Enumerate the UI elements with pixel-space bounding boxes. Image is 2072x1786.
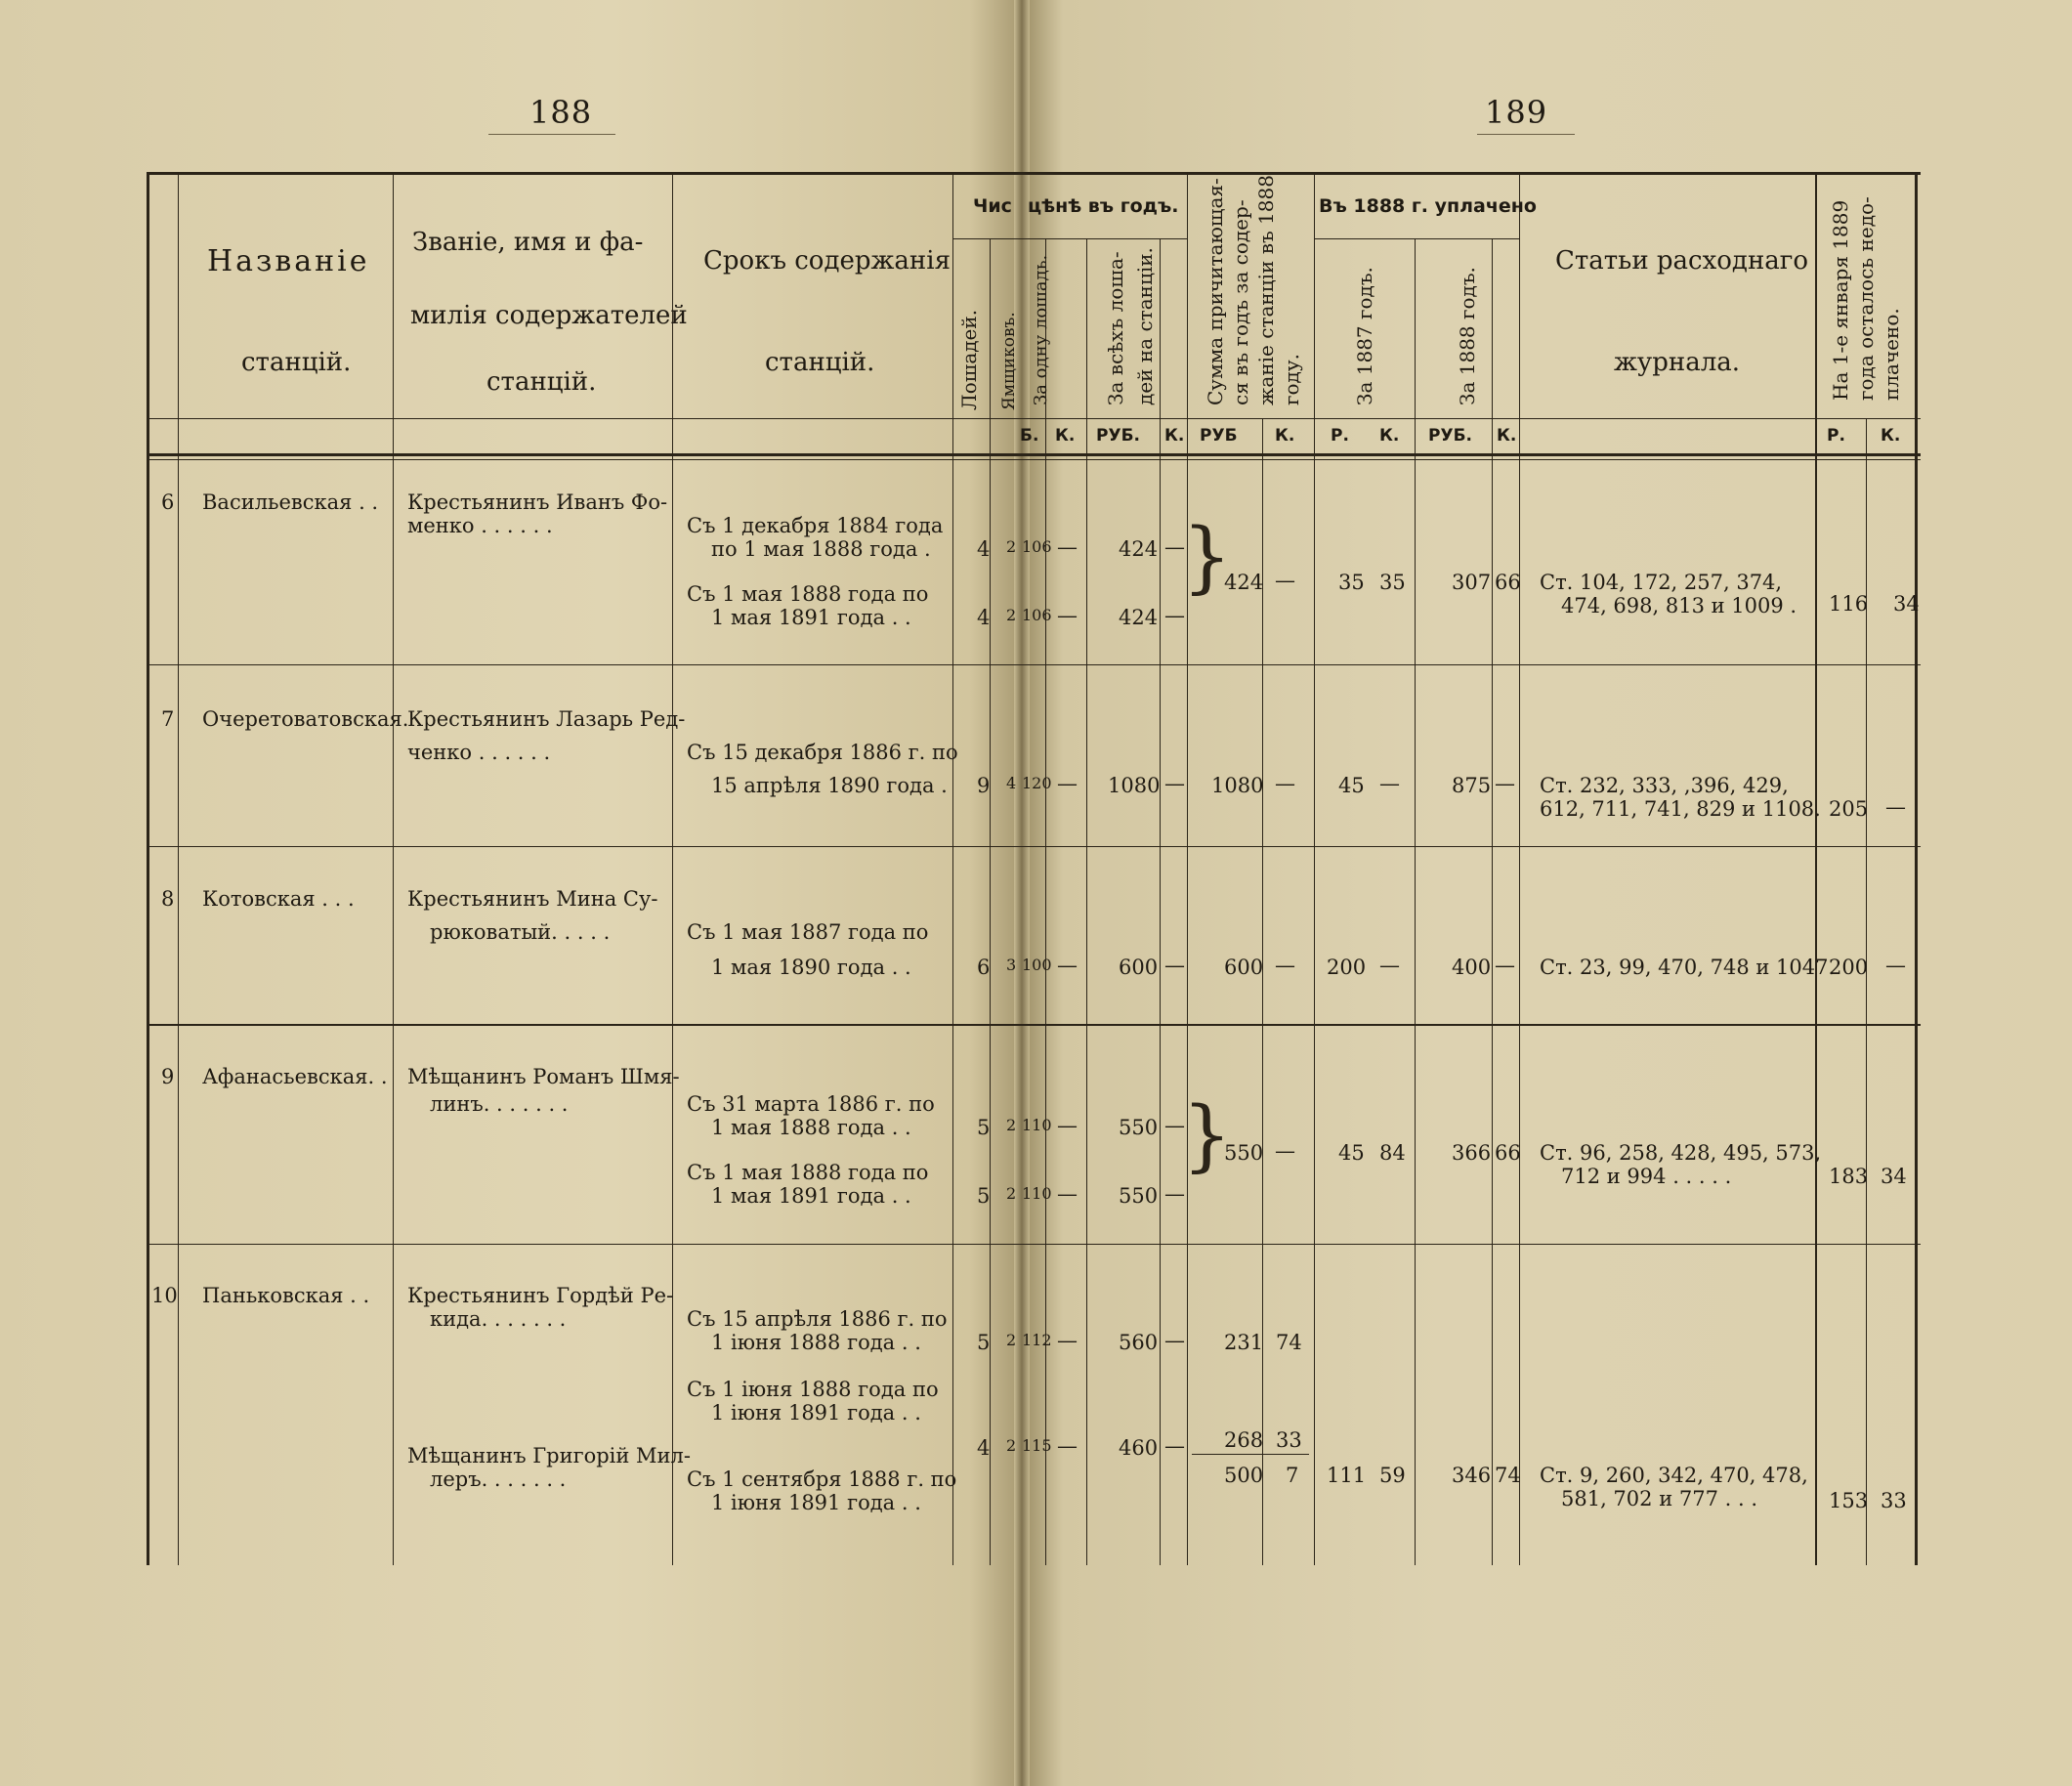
unpaid-amount: 183 bbox=[1829, 1165, 1869, 1188]
col-rule bbox=[178, 172, 179, 1565]
paid-1888-k: 74 bbox=[1495, 1464, 1521, 1487]
term: Съ 31 марта 1886 г. по bbox=[687, 1092, 935, 1116]
header-keeper: станцій. bbox=[486, 367, 597, 397]
header-sum: году. bbox=[1280, 354, 1303, 405]
header-bottom-rule bbox=[147, 459, 1921, 460]
term: Съ 1 мая 1888 года по bbox=[687, 1161, 929, 1184]
unit-label: Р. bbox=[1827, 426, 1845, 446]
header-rule bbox=[952, 238, 1187, 239]
row-number: 8 bbox=[161, 887, 175, 911]
price-all: 560 bbox=[1119, 1331, 1159, 1354]
page-number-left: 188 bbox=[529, 94, 593, 131]
journal-articles: Ст. 96, 258, 428, 495, 573, bbox=[1540, 1141, 1822, 1165]
paid-1887: 45 bbox=[1338, 1141, 1365, 1165]
price-per-horse: 110 bbox=[1022, 1184, 1052, 1203]
price-per-horse: 120 bbox=[1022, 774, 1052, 792]
keeper-name: кида. . . . . . . bbox=[430, 1307, 567, 1331]
unit-label: РУБ bbox=[1200, 426, 1238, 446]
paid-1888-k: 66 bbox=[1495, 1141, 1521, 1165]
col-rule bbox=[1415, 238, 1416, 1565]
price-per-horse-k: — bbox=[1057, 772, 1078, 795]
unpaid-amount-k: — bbox=[1885, 954, 1906, 977]
term: Съ 1 іюня 1888 года по bbox=[687, 1378, 939, 1401]
row-rule bbox=[147, 1024, 1921, 1026]
keeper-name: Крестьянинъ Иванъ Фо- bbox=[407, 490, 668, 514]
header-coachmen: Ямщиковъ. bbox=[999, 312, 1019, 410]
paid-1887: 111 bbox=[1327, 1464, 1367, 1487]
price-per-horse: 106 bbox=[1022, 537, 1052, 556]
coachmen-count: 2 bbox=[1006, 1331, 1017, 1349]
row-rule bbox=[147, 664, 1921, 665]
paid-1888: 400 bbox=[1452, 956, 1492, 979]
header-all-horses: дей на станціи. bbox=[1133, 247, 1157, 405]
term: Съ 1 сентября 1888 г. по bbox=[687, 1467, 957, 1491]
header-sum: ся въ годъ за содер- bbox=[1229, 199, 1252, 405]
coachmen-count: 2 bbox=[1006, 537, 1017, 556]
keeper-name: рюковатый. . . . . bbox=[430, 920, 611, 944]
sum-due-part-k: 74 bbox=[1276, 1331, 1302, 1354]
journal-articles: 612, 711, 741, 829 и 1108. bbox=[1540, 797, 1821, 821]
sum-due-k: — bbox=[1275, 772, 1295, 795]
price-all-k: — bbox=[1164, 604, 1185, 627]
price-all-k: — bbox=[1164, 1434, 1185, 1458]
term: 1 іюня 1891 года . . bbox=[711, 1491, 921, 1514]
header-for-1888: За 1888 годъ. bbox=[1456, 267, 1479, 405]
term: Съ 1 декабря 1884 года bbox=[687, 514, 944, 537]
brace: } bbox=[1182, 1089, 1232, 1180]
unpaid-amount-k: — bbox=[1885, 795, 1906, 819]
unpaid-amount: 153 bbox=[1829, 1489, 1869, 1512]
price-all: 424 bbox=[1119, 537, 1159, 561]
unit-label: РУБ. bbox=[1428, 426, 1472, 446]
term: 1 мая 1891 года . . bbox=[711, 606, 911, 629]
header-sum: Сумма причитающая- bbox=[1204, 178, 1227, 405]
term: 1 іюня 1891 года . . bbox=[711, 1401, 921, 1425]
col-rule bbox=[672, 172, 673, 1565]
unit-label: К. bbox=[1497, 426, 1517, 446]
header-rule bbox=[147, 418, 1921, 419]
header-horses: Лошадей. bbox=[957, 309, 981, 410]
col-rule bbox=[952, 172, 953, 1565]
unit-label: К. bbox=[1164, 426, 1185, 446]
paid-1888: 346 bbox=[1452, 1464, 1492, 1487]
term: Съ 1 мая 1888 года по bbox=[687, 582, 929, 606]
unpaid-amount-k: 34 bbox=[1881, 1165, 1907, 1188]
col-rule bbox=[1187, 172, 1188, 1565]
coachmen-count: 2 bbox=[1006, 1436, 1017, 1455]
unpaid-amount-k: 33 bbox=[1881, 1489, 1907, 1512]
price-per-horse-k: — bbox=[1057, 1182, 1078, 1206]
term: 15 апрѣля 1890 года . bbox=[711, 774, 948, 797]
paid-1887: 200 bbox=[1327, 956, 1367, 979]
term: Съ 1 мая 1887 года по bbox=[687, 920, 929, 944]
keeper-name: менко . . . . . . bbox=[407, 514, 553, 537]
coachmen-count: 2 bbox=[1006, 1184, 1017, 1203]
keeper-name: Крестьянинъ Мина Су- bbox=[407, 887, 658, 911]
price-all: 1080 bbox=[1108, 774, 1161, 797]
header-term: Срокъ содержанія bbox=[703, 246, 951, 276]
row-rule bbox=[147, 1244, 1921, 1245]
paid-1888-k: — bbox=[1495, 954, 1515, 977]
price-all: 600 bbox=[1119, 956, 1159, 979]
price-per-horse: 110 bbox=[1022, 1116, 1052, 1134]
unit-label: К. bbox=[1275, 426, 1295, 446]
station-name: Очеретоватовская. bbox=[202, 707, 409, 731]
horses-count: 6 bbox=[977, 956, 991, 979]
col-rule bbox=[1492, 238, 1493, 1565]
keeper-name: леръ. . . . . . . bbox=[430, 1467, 567, 1491]
col-rule bbox=[1086, 238, 1087, 1565]
paid-1887: 35 bbox=[1338, 571, 1365, 594]
col-rule bbox=[1519, 172, 1520, 1565]
journal-articles: Ст. 23, 99, 470, 748 и 1047. bbox=[1540, 956, 1836, 979]
paid-1888-k: 66 bbox=[1495, 571, 1521, 594]
header-sum: жаніе станціи въ 1888 bbox=[1254, 175, 1278, 405]
unit-label: К. bbox=[1055, 426, 1076, 446]
header-unpaid: года осталось недо- bbox=[1854, 196, 1878, 401]
page-number-rule bbox=[1477, 134, 1575, 135]
price-per-horse: 106 bbox=[1022, 606, 1052, 624]
horses-count: 4 bbox=[977, 537, 991, 561]
horses-count: 5 bbox=[977, 1331, 991, 1354]
brace: } bbox=[1182, 511, 1232, 602]
col-rule bbox=[1314, 172, 1315, 1565]
unpaid-amount: 200 bbox=[1829, 956, 1869, 979]
header-station-name: Названіе bbox=[207, 244, 370, 278]
page-number-rule bbox=[488, 134, 615, 135]
sum-due: 550 bbox=[1224, 1141, 1264, 1165]
station-name: Афанасьевская. . bbox=[202, 1065, 388, 1088]
price-all-k: — bbox=[1164, 535, 1185, 559]
journal-articles: 581, 702 и 777 . . . bbox=[1561, 1487, 1757, 1510]
coachmen-count: 2 bbox=[1006, 606, 1017, 624]
coachmen-count: 3 bbox=[1006, 956, 1017, 974]
unpaid-amount: 205 bbox=[1829, 797, 1869, 821]
sum-due-part: 231 bbox=[1224, 1331, 1264, 1354]
paid-1887-k: 35 bbox=[1379, 571, 1406, 594]
horses-count: 9 bbox=[977, 774, 991, 797]
unpaid-amount-k: 34 bbox=[1893, 592, 1920, 616]
sum-due-part: 268 bbox=[1224, 1428, 1264, 1452]
term: 1 мая 1890 года . . bbox=[711, 956, 911, 979]
station-name: Котовская . . . bbox=[202, 887, 355, 911]
paid-1888: 875 bbox=[1452, 774, 1492, 797]
coachmen-count: 2 bbox=[1006, 1116, 1017, 1134]
term: 1 мая 1891 года . . bbox=[711, 1184, 911, 1208]
header-count-group: Чис bbox=[973, 195, 1012, 217]
sum-due-part-k: 33 bbox=[1276, 1428, 1302, 1452]
price-per-horse-k: — bbox=[1057, 604, 1078, 627]
col-rule bbox=[990, 238, 991, 1565]
price-all: 550 bbox=[1119, 1184, 1159, 1208]
journal-articles: 712 и 994 . . . . . bbox=[1561, 1165, 1732, 1188]
term: Съ 15 декабря 1886 г. по bbox=[687, 741, 958, 764]
row-rule bbox=[147, 846, 1921, 847]
price-per-horse: 115 bbox=[1022, 1436, 1052, 1455]
col-rule bbox=[1045, 238, 1046, 1565]
price-per-horse-k: — bbox=[1057, 1329, 1078, 1352]
paid-1888: 307 bbox=[1452, 571, 1492, 594]
term: 1 іюня 1888 года . . bbox=[711, 1331, 921, 1354]
paid-1887-k: 84 bbox=[1379, 1141, 1406, 1165]
col-rule bbox=[1160, 238, 1161, 1565]
price-all-k: — bbox=[1164, 1114, 1185, 1137]
price-all: 424 bbox=[1119, 606, 1159, 629]
col-rule bbox=[1866, 418, 1867, 1565]
header-all-horses: За всѣхъ лоша- bbox=[1104, 251, 1127, 405]
station-name: Васильевская . . bbox=[202, 490, 379, 514]
page-number-right: 189 bbox=[1485, 94, 1548, 131]
horses-count: 4 bbox=[977, 1436, 991, 1460]
unpaid-amount: 116 bbox=[1829, 592, 1869, 616]
keeper-name: Мѣщанинъ Григорій Мил- bbox=[407, 1444, 691, 1467]
sum-due: 600 bbox=[1224, 956, 1264, 979]
term: Съ 15 апрѣля 1886 г. по bbox=[687, 1307, 948, 1331]
price-per-horse: 112 bbox=[1022, 1331, 1052, 1349]
col-rule bbox=[1815, 172, 1817, 1565]
price-per-horse-k: — bbox=[1057, 1114, 1078, 1137]
paid-1888: 366 bbox=[1452, 1141, 1492, 1165]
table-top-rule bbox=[147, 172, 1921, 175]
header-for-1887: За 1887 годъ. bbox=[1353, 267, 1376, 405]
paid-1887-k: 59 bbox=[1379, 1464, 1406, 1487]
keeper-name: Мѣщанинъ Романъ Шмя- bbox=[407, 1065, 680, 1088]
paid-1888-k: — bbox=[1495, 772, 1515, 795]
station-name: Паньковская . . bbox=[202, 1284, 370, 1307]
keeper-name: Крестьянинъ Гордѣй Ре- bbox=[407, 1284, 674, 1307]
price-per-horse-k: — bbox=[1057, 1434, 1078, 1458]
price-all-k: — bbox=[1164, 954, 1185, 977]
header-articles: Статьи расходнаго bbox=[1555, 246, 1809, 276]
price-per-horse-k: — bbox=[1057, 954, 1078, 977]
sum-due: 500 bbox=[1224, 1464, 1264, 1487]
sum-due-k: 7 bbox=[1286, 1464, 1299, 1487]
header-station-name: станцій. bbox=[241, 348, 352, 377]
journal-articles: 474, 698, 813 и 1009 . bbox=[1561, 594, 1797, 617]
price-all: 550 bbox=[1119, 1116, 1159, 1139]
paid-1887-k: — bbox=[1379, 772, 1400, 795]
journal-articles: Ст. 9, 260, 342, 470, 478, bbox=[1540, 1464, 1808, 1487]
header-keeper: Званіе, имя и фа- bbox=[412, 228, 644, 257]
sum-due-k: — bbox=[1275, 1139, 1295, 1163]
keeper-name: линъ. . . . . . . bbox=[430, 1092, 569, 1116]
header-rule bbox=[1314, 238, 1519, 239]
coachmen-count: 4 bbox=[1006, 774, 1017, 792]
header-bottom-rule bbox=[147, 453, 1921, 456]
header-unpaid: На 1-е января 1889 bbox=[1829, 199, 1852, 401]
unit-label: РУБ. bbox=[1096, 426, 1140, 446]
unit-label: К. bbox=[1379, 426, 1400, 446]
header-keeper: милія содержателей bbox=[410, 301, 688, 330]
price-all: 460 bbox=[1119, 1436, 1159, 1460]
header-term: станцій. bbox=[765, 348, 875, 377]
price-all-k: — bbox=[1164, 1182, 1185, 1206]
col-rule bbox=[1915, 172, 1918, 1565]
paid-1887: 45 bbox=[1338, 774, 1365, 797]
keeper-name: ченко . . . . . . bbox=[407, 741, 551, 764]
term: 1 мая 1888 года . . bbox=[711, 1116, 911, 1139]
price-all-k: — bbox=[1164, 772, 1185, 795]
sum-due-k: — bbox=[1275, 569, 1295, 592]
keeper-name: Крестьянинъ Лазарь Ред- bbox=[407, 707, 686, 731]
unit-label: Р. bbox=[1331, 426, 1349, 446]
horses-count: 4 bbox=[977, 606, 991, 629]
unit-label: Б. bbox=[1020, 426, 1039, 446]
subtotal-rule bbox=[1192, 1454, 1309, 1455]
row-number: 7 bbox=[161, 707, 175, 731]
unit-label: К. bbox=[1881, 426, 1901, 446]
price-per-horse: 100 bbox=[1022, 956, 1052, 974]
header-per-horse: За одну лошадь. bbox=[1031, 254, 1051, 405]
col-rule bbox=[393, 172, 394, 1565]
sum-due-k: — bbox=[1275, 954, 1295, 977]
horses-count: 5 bbox=[977, 1116, 991, 1139]
sum-due: 1080 bbox=[1211, 774, 1264, 797]
price-per-horse-k: — bbox=[1057, 535, 1078, 559]
book-gutter bbox=[1014, 0, 1030, 1786]
row-number: 10 bbox=[151, 1284, 178, 1307]
header-articles: журнала. bbox=[1614, 348, 1740, 377]
header-unpaid: плачено. bbox=[1880, 308, 1903, 401]
header-price-group: цѣнѣ въ годъ. bbox=[1028, 195, 1179, 217]
paid-1887-k: — bbox=[1379, 954, 1400, 977]
price-all-k: — bbox=[1164, 1329, 1185, 1352]
journal-articles: Ст. 104, 172, 257, 374, bbox=[1540, 571, 1783, 594]
term: по 1 мая 1888 года . bbox=[711, 537, 931, 561]
col-rule bbox=[147, 172, 149, 1565]
row-number: 6 bbox=[161, 490, 175, 514]
header-paid-group: Въ 1888 г. уплачено bbox=[1319, 195, 1537, 217]
horses-count: 5 bbox=[977, 1184, 991, 1208]
journal-articles: Ст. 232, 333, ,396, 429, bbox=[1540, 774, 1789, 797]
row-number: 9 bbox=[161, 1065, 175, 1088]
sum-due: 424 bbox=[1224, 571, 1264, 594]
